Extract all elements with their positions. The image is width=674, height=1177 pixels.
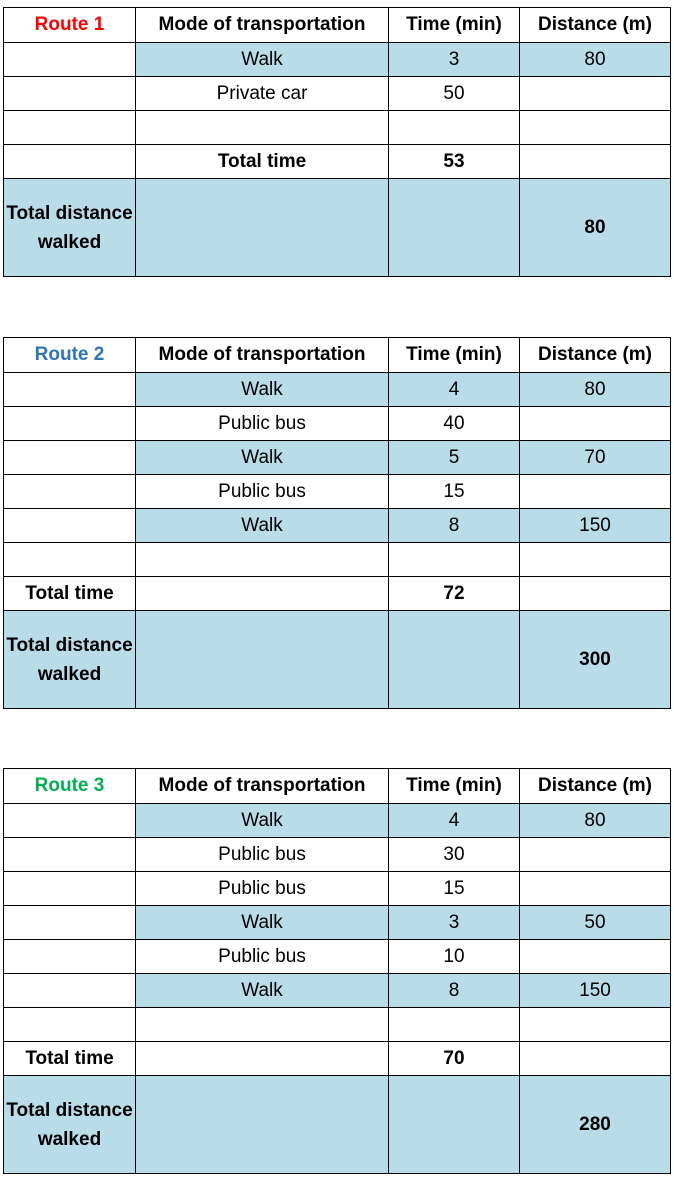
mode-cell: Public bus — [136, 872, 389, 906]
empty-cell — [389, 179, 520, 277]
distance-cell: 80 — [520, 43, 671, 77]
time-cell: 30 — [389, 838, 520, 872]
time-cell: 5 — [389, 441, 520, 475]
route-label: Route 2 — [4, 338, 136, 373]
time-cell: 3 — [389, 906, 520, 940]
table-row — [4, 543, 671, 577]
table-row — [4, 838, 671, 872]
time-cell: 3 — [389, 43, 520, 77]
table-row — [4, 475, 671, 509]
total-distance-walked-row — [4, 1076, 671, 1174]
mode-cell: Total time — [136, 145, 389, 179]
mode-column-header: Mode of transportation — [136, 8, 389, 43]
distance-cell — [520, 1042, 671, 1076]
time-cell — [389, 111, 520, 145]
row-label-cell — [4, 804, 136, 838]
mode-column-header: Mode of transportation — [136, 769, 389, 804]
distance-cell: 80 — [520, 373, 671, 407]
row-label-cell — [4, 111, 136, 145]
table-header-row — [4, 338, 671, 373]
total-distance-walked-row — [4, 179, 671, 277]
table-row — [4, 974, 671, 1008]
time-cell: 15 — [389, 872, 520, 906]
distance-cell — [520, 940, 671, 974]
mode-cell: Private car — [136, 77, 389, 111]
time-cell — [389, 543, 520, 577]
row-label-cell: Total time — [4, 1042, 136, 1076]
row-label-cell — [4, 475, 136, 509]
table-header-row — [4, 769, 671, 804]
empty-cell — [136, 1076, 389, 1174]
row-label-cell — [4, 509, 136, 543]
distance-cell — [520, 872, 671, 906]
row-label-cell — [4, 407, 136, 441]
table-row — [4, 407, 671, 441]
total-distance-walked-label: Total distance walked — [4, 1076, 136, 1174]
table-row — [4, 1008, 671, 1042]
mode-column-header: Mode of transportation — [136, 338, 389, 373]
mode-cell: Walk — [136, 43, 389, 77]
mode-cell — [136, 1042, 389, 1076]
distance-cell: 50 — [520, 906, 671, 940]
distance-cell — [520, 111, 671, 145]
time-cell: 10 — [389, 940, 520, 974]
empty-cell — [389, 611, 520, 709]
distance-cell — [520, 838, 671, 872]
empty-cell — [389, 1076, 520, 1174]
table-row — [4, 804, 671, 838]
table-row — [4, 145, 671, 179]
total-distance-walked-label: Total distance walked — [4, 611, 136, 709]
table-row — [4, 509, 671, 543]
distance-column-header: Distance (m) — [520, 8, 671, 43]
route-label: Route 3 — [4, 769, 136, 804]
row-label-cell — [4, 373, 136, 407]
time-cell — [389, 1008, 520, 1042]
route-1-table — [3, 7, 671, 277]
distance-cell — [520, 145, 671, 179]
row-label-cell — [4, 441, 136, 475]
distance-cell — [520, 77, 671, 111]
table-row — [4, 43, 671, 77]
distance-cell: 70 — [520, 441, 671, 475]
row-label-cell — [4, 940, 136, 974]
distance-cell — [520, 1008, 671, 1042]
mode-cell — [136, 111, 389, 145]
total-distance-walked-label: Total distance walked — [4, 179, 136, 277]
time-cell: 53 — [389, 145, 520, 179]
table-header-row — [4, 8, 671, 43]
total-distance-walked-row — [4, 611, 671, 709]
mode-cell — [136, 577, 389, 611]
mode-cell — [136, 543, 389, 577]
row-label-cell — [4, 1008, 136, 1042]
time-column-header: Time (min) — [389, 8, 520, 43]
table-row — [4, 441, 671, 475]
total-distance-walked-value: 280 — [520, 1076, 671, 1174]
distance-column-header: Distance (m) — [520, 769, 671, 804]
table-row — [4, 872, 671, 906]
mode-cell: Walk — [136, 804, 389, 838]
time-cell: 4 — [389, 373, 520, 407]
distance-cell — [520, 543, 671, 577]
table-row — [4, 906, 671, 940]
distance-cell — [520, 475, 671, 509]
row-label-cell — [4, 43, 136, 77]
row-label-cell — [4, 872, 136, 906]
mode-cell: Walk — [136, 509, 389, 543]
time-cell: 70 — [389, 1042, 520, 1076]
distance-cell: 150 — [520, 974, 671, 1008]
empty-cell — [136, 611, 389, 709]
total-distance-walked-value: 300 — [520, 611, 671, 709]
distance-cell: 150 — [520, 509, 671, 543]
time-cell: 8 — [389, 974, 520, 1008]
mode-cell — [136, 1008, 389, 1042]
time-cell: 40 — [389, 407, 520, 441]
time-cell: 8 — [389, 509, 520, 543]
distance-cell: 80 — [520, 804, 671, 838]
mode-cell: Public bus — [136, 838, 389, 872]
time-cell: 50 — [389, 77, 520, 111]
time-cell: 15 — [389, 475, 520, 509]
distance-cell — [520, 577, 671, 611]
distance-column-header: Distance (m) — [520, 338, 671, 373]
mode-cell: Walk — [136, 974, 389, 1008]
total-distance-walked-value: 80 — [520, 179, 671, 277]
route-3-table — [3, 768, 671, 1174]
route-2-table — [3, 337, 671, 709]
route-label: Route 1 — [4, 8, 136, 43]
time-column-header: Time (min) — [389, 338, 520, 373]
mode-cell: Public bus — [136, 940, 389, 974]
row-label-cell — [4, 145, 136, 179]
distance-cell — [520, 407, 671, 441]
table-row — [4, 111, 671, 145]
table-row — [4, 1042, 671, 1076]
mode-cell: Walk — [136, 441, 389, 475]
row-label-cell — [4, 77, 136, 111]
row-label-cell: Total time — [4, 577, 136, 611]
empty-cell — [136, 179, 389, 277]
row-label-cell — [4, 906, 136, 940]
time-column-header: Time (min) — [389, 769, 520, 804]
mode-cell: Walk — [136, 906, 389, 940]
row-label-cell — [4, 838, 136, 872]
row-label-cell — [4, 543, 136, 577]
table-row — [4, 373, 671, 407]
row-label-cell — [4, 974, 136, 1008]
table-row — [4, 77, 671, 111]
mode-cell: Walk — [136, 373, 389, 407]
time-cell: 4 — [389, 804, 520, 838]
mode-cell: Public bus — [136, 407, 389, 441]
table-row — [4, 577, 671, 611]
mode-cell: Public bus — [136, 475, 389, 509]
time-cell: 72 — [389, 577, 520, 611]
table-row — [4, 940, 671, 974]
